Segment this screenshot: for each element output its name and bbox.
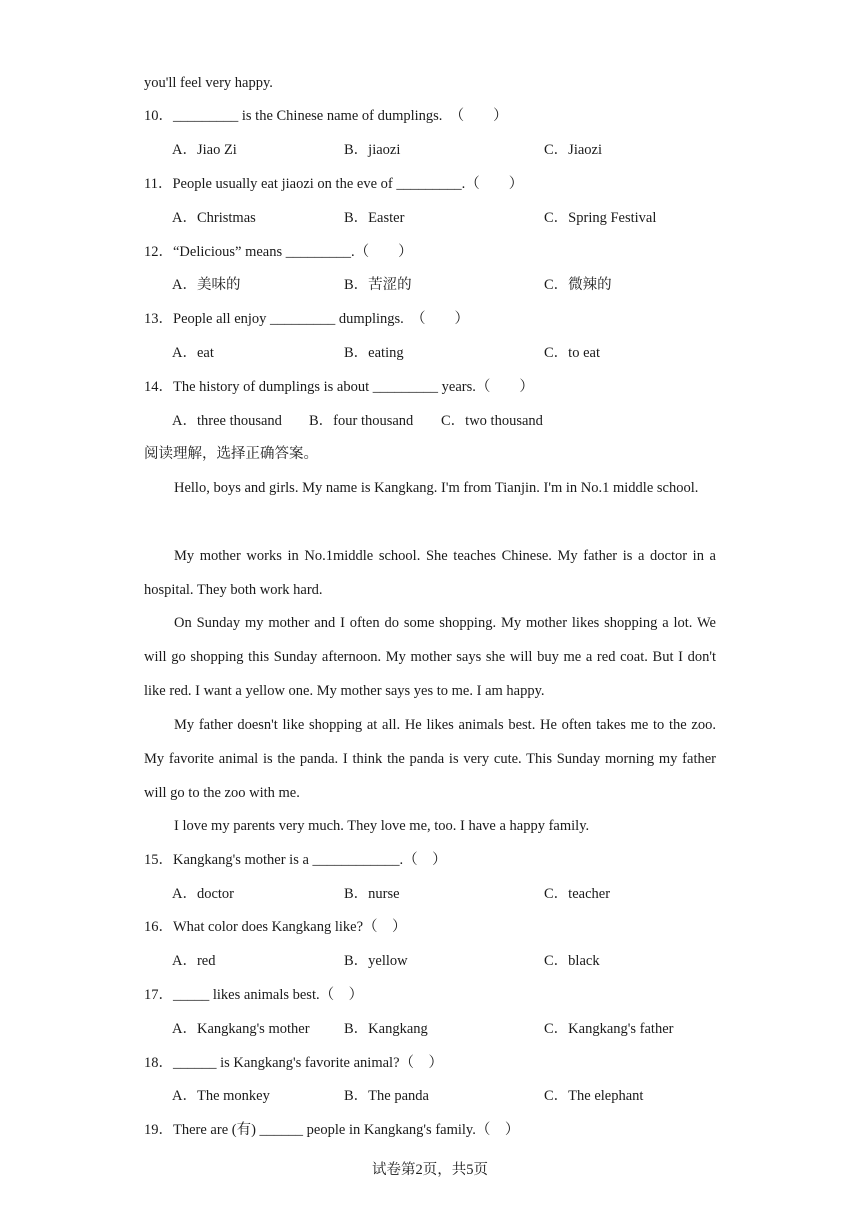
paragraph-text: My mother works in No.1middle school. She teaches Chinese. My father is a doctor in a hospital. They both work hard. [144, 548, 716, 598]
option-a[interactable]: A．doctor [172, 886, 235, 902]
question-16: 16．What color does Kangkang like?（ ） [144, 919, 407, 935]
question-19: 19．There are (有) ______ people in Kangkang's family.（ ） [144, 1122, 520, 1138]
passage-paragraph [144, 606, 716, 708]
option-b[interactable]: B．苦涩的 [344, 277, 412, 293]
option-b[interactable]: B．jiaozi [344, 142, 401, 158]
option-c[interactable]: C．Kangkang's father [544, 1021, 674, 1037]
page-footer: 试卷第2页，共5页 [372, 1162, 488, 1178]
paragraph-text: My father doesn't like shopping at all. He likes animals best. He often takes me to the zoo. My favorite animal is the panda. I think the panda is very cute. This Sunday morning my father will go to the zoo with me. [144, 717, 716, 801]
passage-paragraph [144, 539, 716, 607]
option-a[interactable]: A．The monkey [172, 1088, 270, 1104]
option-b[interactable]: B．The panda [344, 1088, 429, 1104]
option-a[interactable]: A．Jiao Zi [172, 142, 237, 158]
option-c[interactable]: C．black [544, 953, 600, 969]
option-b[interactable]: B．eating [344, 345, 404, 361]
question-18: 18．______ is Kangkang's favorite animal?（ ） [144, 1055, 443, 1071]
option-c[interactable]: C．微辣的 [544, 277, 612, 293]
option-c[interactable]: C．to eat [544, 345, 600, 361]
question-14: 14．The history of dumplings is about _________ years.（ ） [144, 379, 534, 395]
option-b[interactable]: B．four thousand [309, 413, 414, 429]
question-17: 17．_____ likes animals best.（ ） [144, 987, 364, 1003]
continued-text: you'll feel very happy. [144, 75, 273, 91]
option-b[interactable]: B．Easter [344, 210, 405, 226]
option-c[interactable]: C．Jiaozi [544, 142, 602, 158]
question-11: 11．People usually eat jiaozi on the eve of _________.（ ） [144, 176, 524, 192]
option-a[interactable]: A．red [172, 953, 216, 969]
option-a[interactable]: A．Christmas [172, 210, 256, 226]
question-10: 10．_________ is the Chinese name of dumplings. （ ） [144, 108, 508, 124]
paragraph-text: On Sunday my mother and I often do some shopping. My mother likes shopping a lot. We will go shopping this Sunday afternoon. My mother says she will buy me a red coat. But I don't like red. I want a yellow one. My mother says yes to me. I am happy. [144, 615, 716, 699]
option-b[interactable]: B．Kangkang [344, 1021, 428, 1037]
passage-paragraph [144, 471, 716, 505]
option-b[interactable]: B．nurse [344, 886, 400, 902]
passage-paragraph [144, 708, 716, 810]
section-heading: 阅读理解，选择正确答案。 [144, 446, 318, 462]
question-15: 15．Kangkang's mother is a ____________.（ ） [144, 852, 447, 868]
option-c[interactable]: C．teacher [544, 886, 611, 902]
option-b[interactable]: B．yellow [344, 953, 408, 969]
option-a[interactable]: A．eat [172, 345, 214, 361]
option-a[interactable]: A．美味的 [172, 277, 241, 293]
paragraph-text: Hello, boys and girls. My name is Kangkang. I'm from Tianjin. I'm in No.1 middle school. [174, 480, 699, 496]
question-13: 13．People all enjoy _________ dumplings. （ ） [144, 311, 470, 327]
option-c[interactable]: C．The elephant [544, 1088, 644, 1104]
question-12: 12．“Delicious” means _________.（ ） [144, 244, 413, 260]
passage-paragraph [144, 809, 716, 843]
option-a[interactable]: A．Kangkang's mother [172, 1021, 310, 1037]
option-c[interactable]: C．Spring Festival [544, 210, 657, 226]
option-a[interactable]: A．three thousand [172, 413, 282, 429]
option-c[interactable]: C．two thousand [441, 413, 543, 429]
paragraph-text: I love my parents very much. They love me, too. I have a happy family. [174, 818, 590, 834]
